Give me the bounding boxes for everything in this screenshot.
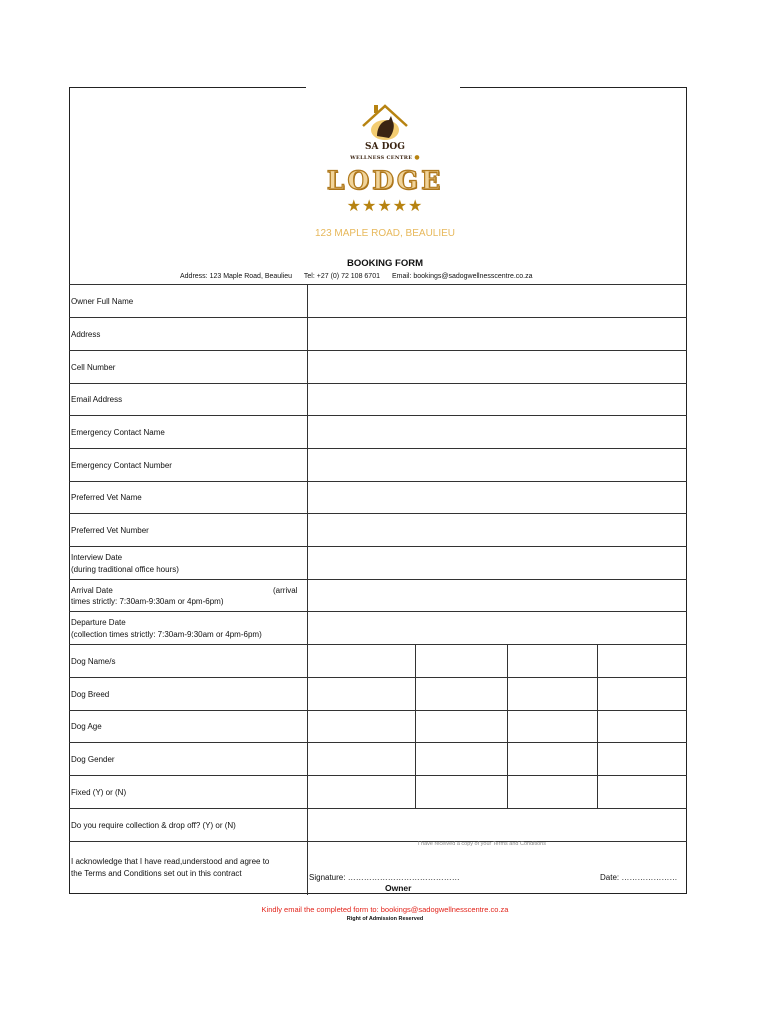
row-fixed bbox=[69, 775, 687, 808]
row-emergency-name bbox=[69, 415, 687, 448]
row-departure bbox=[69, 611, 687, 644]
label-owner-full-name: Owner Full Name bbox=[71, 297, 134, 306]
label-arrival-date: Arrival Date bbox=[71, 586, 113, 595]
label-dog-breed: Dog Breed bbox=[71, 690, 110, 699]
row-dog-breed bbox=[69, 677, 687, 710]
label-acknowledge-1: I acknowledge that I have read,understood and agree to bbox=[71, 857, 270, 866]
label-acknowledge-2: the Terms and Conditions set out in this contract bbox=[71, 869, 242, 878]
dog-gender-3-field[interactable] bbox=[508, 743, 596, 775]
label-preferred-vet-name: Preferred Vet Name bbox=[71, 493, 142, 502]
preferred-vet-number-field[interactable] bbox=[308, 514, 686, 546]
owner-full-name-field[interactable] bbox=[308, 285, 686, 317]
label-interview-note: (during traditional office hours) bbox=[71, 565, 179, 574]
label-dog-age: Dog Age bbox=[71, 722, 102, 731]
label-departure-note: (collection times strictly: 7:30am-9:30am or 4pm-6pm) bbox=[71, 630, 262, 639]
label-dog-names: Dog Name/s bbox=[71, 657, 116, 666]
dog-age-4-field[interactable] bbox=[598, 711, 686, 742]
label-collection: Do you require collection & drop off? (Y) or (N) bbox=[71, 821, 236, 830]
signature-line[interactable]: Signature: …………………………………… bbox=[309, 873, 460, 882]
fixed-3-field[interactable] bbox=[508, 776, 596, 808]
address-field[interactable] bbox=[308, 318, 686, 350]
label-arrival-note: times strictly: 7:30am-9:30am or 4pm-6pm) bbox=[71, 597, 224, 606]
row-dog-names bbox=[69, 644, 687, 677]
label-dog-gender: Dog Gender bbox=[71, 755, 115, 764]
date-line[interactable]: Date: ………………… bbox=[600, 873, 678, 882]
label-emergency-contact-number: Emergency Contact Number bbox=[71, 461, 172, 470]
fixed-2-field[interactable] bbox=[416, 776, 506, 808]
contact-email: Email: bookings@sadogwellnesscentre.co.za bbox=[391, 273, 533, 280]
logo-gap bbox=[306, 84, 460, 90]
dog-age-2-field[interactable] bbox=[416, 711, 506, 742]
footer-rights: Right of Admission Reserved bbox=[346, 916, 424, 922]
departure-date-field[interactable] bbox=[308, 612, 686, 644]
dog-name-3-field[interactable] bbox=[508, 645, 596, 677]
dog-age-1-field[interactable] bbox=[308, 711, 414, 742]
contact-tel: Tel: +27 (0) 72 108 6701 bbox=[303, 273, 380, 280]
cell-number-field[interactable] bbox=[308, 351, 686, 383]
row-address bbox=[69, 317, 687, 350]
brand-subtitle: WELLNESS CENTRE ● bbox=[350, 154, 420, 161]
row-interview bbox=[69, 546, 687, 579]
row-dog-gender bbox=[69, 742, 687, 775]
contact-address: Address: 123 Maple Road, Beaulieu bbox=[180, 273, 293, 280]
preferred-vet-name-field[interactable] bbox=[308, 482, 686, 513]
contact-line bbox=[180, 273, 700, 280]
email-address-field[interactable] bbox=[308, 384, 686, 415]
fixed-1-field[interactable] bbox=[308, 776, 414, 808]
dog-breed-2-field[interactable] bbox=[416, 678, 506, 710]
label-emergency-contact-name: Emergency Contact Name bbox=[71, 428, 165, 437]
location-line: 123 MAPLE ROAD, BEAULIEU bbox=[314, 228, 456, 239]
dog-name-1-field[interactable] bbox=[308, 645, 414, 677]
label-departure-date: Departure Date bbox=[71, 618, 126, 627]
label-cell-number: Cell Number bbox=[71, 363, 116, 372]
row-owner-name bbox=[69, 284, 687, 317]
row-cell bbox=[69, 350, 687, 383]
row-vet-number bbox=[69, 513, 687, 546]
row-vet-name bbox=[69, 481, 687, 513]
star-rating-icon: ★★★★★ bbox=[346, 198, 424, 215]
row-emergency-number bbox=[69, 448, 687, 481]
label-interview-date: Interview Date bbox=[71, 553, 123, 562]
row-collection bbox=[69, 808, 687, 841]
dog-breed-4-field[interactable] bbox=[598, 678, 686, 710]
dog-breed-1-field[interactable] bbox=[308, 678, 414, 710]
brand-name: SA DOG bbox=[365, 142, 405, 152]
form-title: BOOKING FORM bbox=[347, 258, 423, 269]
label-fixed: Fixed (Y) or (N) bbox=[71, 788, 127, 797]
paw-icon: ● bbox=[414, 154, 420, 161]
row-dog-age bbox=[69, 710, 687, 742]
dog-gender-2-field[interactable] bbox=[416, 743, 506, 775]
row-acknowledge bbox=[69, 841, 687, 894]
emergency-contact-number-field[interactable] bbox=[308, 449, 686, 481]
dog-name-4-field[interactable] bbox=[598, 645, 686, 677]
interview-date-field[interactable] bbox=[308, 547, 686, 579]
dog-age-3-field[interactable] bbox=[508, 711, 596, 742]
label-address: Address bbox=[71, 330, 101, 339]
emergency-contact-name-field[interactable] bbox=[308, 416, 686, 448]
fixed-4-field[interactable] bbox=[598, 776, 686, 808]
house-dog-logo-icon bbox=[355, 100, 415, 144]
dog-gender-1-field[interactable] bbox=[308, 743, 414, 775]
dog-breed-3-field[interactable] bbox=[508, 678, 596, 710]
lodge-wordmark: LODGE bbox=[326, 166, 444, 195]
dog-name-2-field[interactable] bbox=[416, 645, 506, 677]
label-preferred-vet-number: Preferred Vet Number bbox=[71, 526, 149, 535]
terms-received-note: I have received a copy of your Terms and Conditions bbox=[418, 841, 546, 847]
dog-gender-4-field[interactable] bbox=[598, 743, 686, 775]
arrival-date-field[interactable] bbox=[308, 580, 686, 611]
label-arrival-suffix: (arrival bbox=[273, 586, 298, 595]
owner-label: Owner bbox=[385, 883, 412, 893]
label-email-address: Email Address bbox=[71, 395, 123, 404]
footer-email-note: Kindly email the completed form to: bookings@sadogwellnesscentre.co.za bbox=[261, 905, 509, 914]
collection-field[interactable] bbox=[308, 809, 686, 841]
row-email bbox=[69, 383, 687, 415]
row-arrival bbox=[69, 579, 687, 611]
